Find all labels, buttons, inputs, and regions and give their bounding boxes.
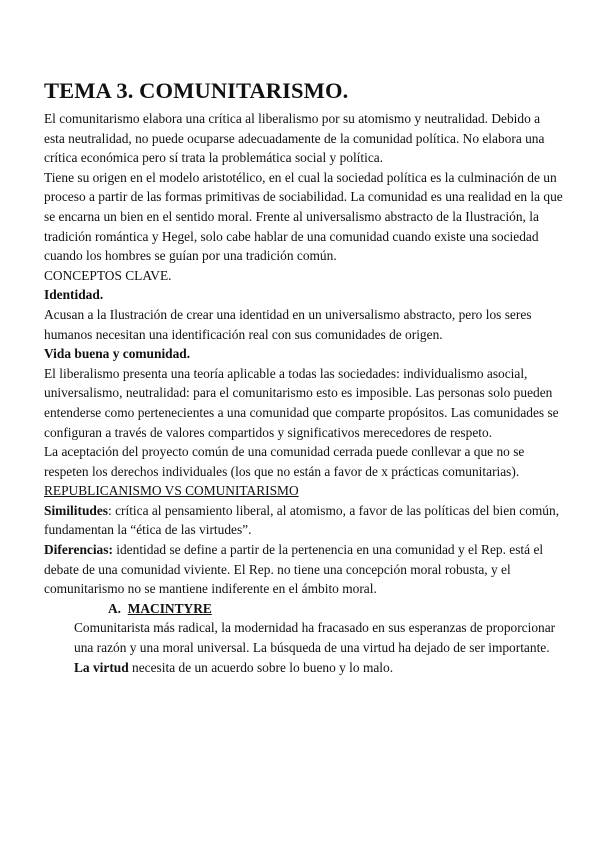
similarities-paragraph (44, 501, 564, 540)
similarities-label: Similitudes (44, 502, 108, 518)
identity-text: Acusan a la Ilustración de crear una identidad en un universalismo abstracto, pero los seres humanos necesitan una identificación real con sus comunidades de origen. (44, 306, 532, 342)
differences-label: Diferencias: (44, 542, 113, 558)
virtue-text: necesita de un acuerdo sobre lo bueno y lo malo. (128, 659, 394, 675)
good-life-heading: Vida buena y comunidad. (44, 346, 191, 362)
macintyre-name: MACINTYRE (127, 600, 212, 616)
macintyre-marker: A. (108, 600, 122, 616)
differences-text: identidad se define a partir de la pertenencia en una comunidad y el Rep. está el debate de una comunidad viviente. El Rep. no tiene una concepción moral robusta, y el comunitarismo no se mantiene indiferente en el ámbito moral. (44, 542, 544, 597)
macintyre-text: Comunitarista más radical, la modernidad ha fracasado en sus esperanzas de proporcionar una razón y una moral universal. La búsqueda de una virtud ha dejado de ser importante. (74, 620, 556, 656)
macintyre-heading (108, 599, 564, 619)
republicanism-heading: REPUBLICANISMO VS COMUNITARISMO (44, 483, 299, 499)
virtue-paragraph (74, 658, 564, 678)
differences-paragraph (44, 540, 564, 599)
virtue-label: La virtud (74, 659, 129, 675)
key-concepts-label: CONCEPTOS CLAVE. (44, 267, 172, 283)
identity-heading: Identidad. (44, 287, 104, 303)
document-content (44, 78, 564, 677)
similarities-text: : crítica al pensamiento liberal, al atomismo, a favor de las políticas del bien común, fundamentan la “ética de las virtudes”. (44, 502, 560, 538)
good-life-text-2: La aceptación del proyecto común de una comunidad cerrada puede conllevar a que no se respeten los derechos individuales (los que no están a favor de x prácticas comunitarias). (44, 444, 525, 479)
document-title: TEMA 3. COMUNITARISMO. (44, 78, 349, 103)
intro-paragraph-1: El comunitarismo elabora una crítica al liberalismo por su atomismo y neutralidad. Debido a esta neutralidad, no puede ocuparse adecuadamente de la comunidad política. No elabora una crítica económica pero sí trata la problemática social y política. (44, 111, 545, 166)
intro-paragraph-2: Tiene su origen en el modelo aristotélico, en el cual la sociedad política es la culminación de un proceso a partir de las formas primitivas de sociabilidad. La comunidad es una realidad en la que se encarna un bien en el sentido moral. Frente al universalismo abstracto de la Ilustración, la tradición romántica y Hegel, solo cabe hablar de una comunidad cuando existe una sociedad cuando los hombres se guían por una tradición común. (44, 169, 563, 264)
good-life-text-1: El liberalismo presenta una teoría aplicable a todas las sociedades: individualismo asocial, universalismo, neutralidad: para el comunitarismo esto es imposible. Las personas solo pueden entenderse como pertenecientes a una comunidad que comparte propósitos. Las comunidades se configuran a través de valores compartidos y significativos merecedores de respeto. (44, 365, 559, 440)
